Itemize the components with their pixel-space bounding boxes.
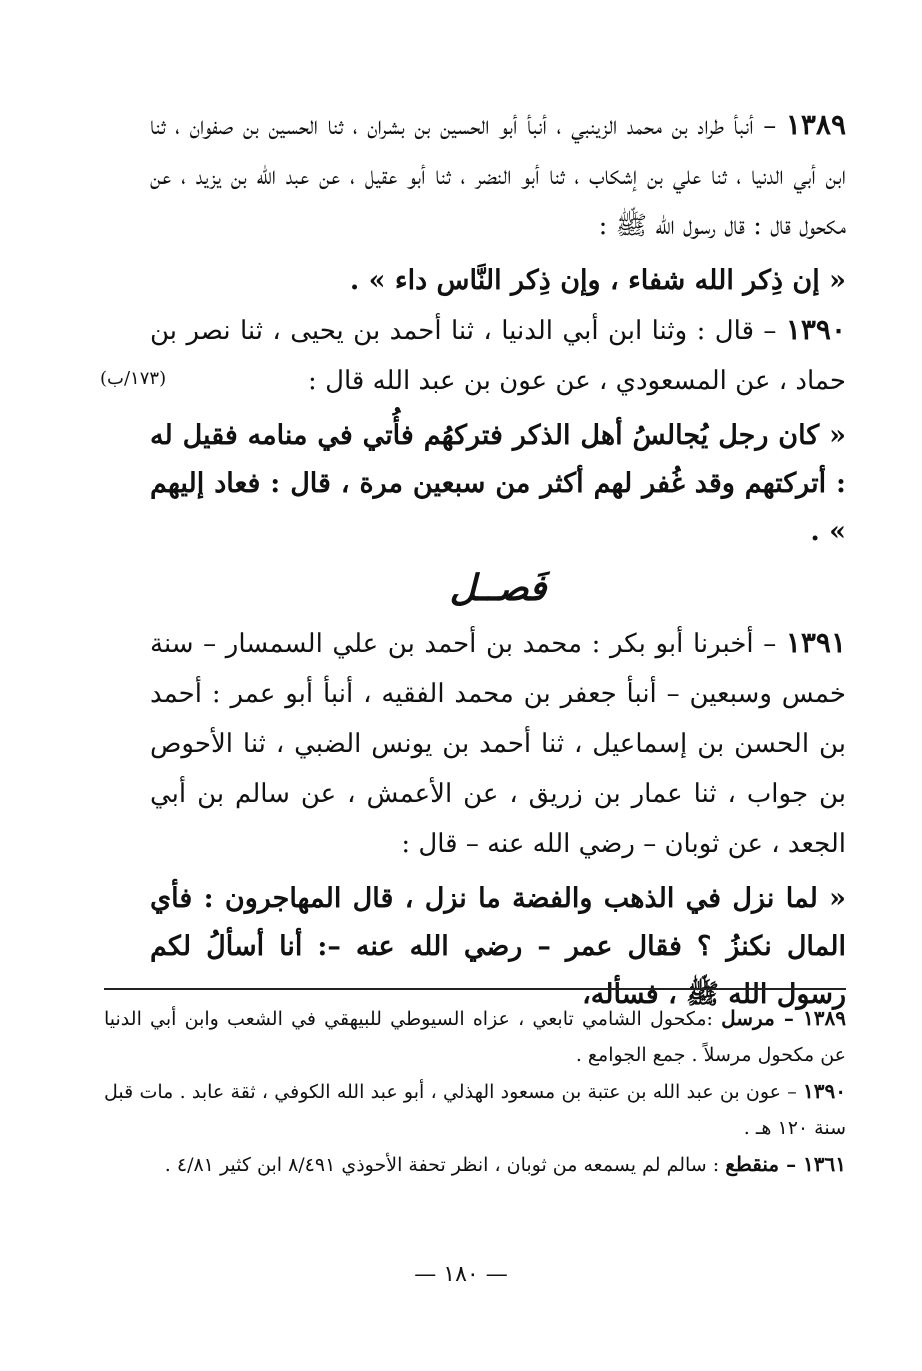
footnote-grade: – مرسل [721, 1006, 804, 1030]
footnote-text: – عون بن عبد الله بن عتبة بن مسعود الهذلي ، أبو عبد الله الكوفي ، ثقة عابد . مات قبل سنة ١٢٠ هـ . [104, 1081, 846, 1139]
footnote [104, 1146, 846, 1183]
hadith-matn: « لما نزل في الذهب والفضة ما نزل ، قال المهاجرون : فأي المال نكنزُ ؟ فقال عمر – رضي الله عنه –: أنا أسألُ لكم رسول الله ﷺ ، فسأله، [150, 883, 846, 1010]
main-text [150, 100, 846, 1019]
hadith-isnad: – أخبرنا أبو بكر : محمد بن أحمد بن علي السمسار – سنة خمس وسبعين – أنبأ جعفر بن محمد الفقيه ، أنبأ أبو عمر : أحمد بن الحسن بن إسماعيل ، ثنا أحمد بن يونس الضبي ، ثنا الأحوص بن جواب ، ثنا عمار بن زريق ، عن الأعمش ، عن سالم بن أبي الجعد ، عن ثوبان – رضي الله عنه – قال : [150, 629, 846, 859]
hadith-matn: « كان رجل يُجالسُ أهل الذكر فتركهُم فأُتي في منامه فقيل له : أتركتهم وقد غُفر لهم أكثر من سبعين مرة ، قال : فعاد إليهم » . [150, 420, 846, 547]
hadith-matn: « إن ذِكر الله شفاء ، وإن ذِكر النَّاس داء » . [349, 265, 846, 296]
footnote-text: : سالم لم يسمعه من ثوبان ، انظر تحفة الأحوذي ٨/٤٩١ ابن كثير ٤/٨١ . [164, 1154, 726, 1176]
footnote-number: ١٣٦١ [803, 1152, 846, 1176]
footnote-grade: – منقطع [725, 1152, 804, 1176]
hadith-1391 [150, 618, 846, 869]
footnote-text: :مكحول الشامي تابعي ، عزاه السيوطي للبيهقي في الشعب وابن أبي الدنيا عن مكحول مرسلاً . جمع الجوامع . [104, 1008, 846, 1066]
hadith-1389 [150, 100, 846, 251]
hadith-number: ١٣٩١ [785, 626, 846, 659]
footnote [104, 1073, 846, 1146]
hadith-isnad: – أنبأ طراد بن محمد الزينبي ، أنبأ أبو الحسين بن بشران ، ثنا الحسين بن صفوان ، ثنا ابن أبي الدنيا ، ثنا علي بن إشكاب ، ثنا أبو النضر ، ثنا أبو عقيل ، عن عبد الله بن يزيد ، عن مكحول قال : قال رسول الله ﷺ : [150, 111, 846, 241]
hadith-number: ١٣٨٩ [785, 108, 846, 141]
footnote-number: ١٣٩٠ [803, 1079, 846, 1103]
footnotes [104, 988, 846, 1183]
page-number: — ١٨٠ — [414, 1262, 508, 1287]
hadith-number: ١٣٩٠ [785, 313, 846, 346]
hadith-isnad: – قال : وثنا ابن أبي الدنيا ، ثنا أحمد بن يحيى ، ثنا نصر بن حماد ، عن المسعودي ، عن عون بن عبد الله قال : [150, 316, 846, 396]
footnote [104, 1000, 846, 1073]
section-heading: فَصــل [449, 567, 547, 609]
footnote-number: ١٣٨٩ [803, 1006, 846, 1030]
hadith-1390 [150, 305, 846, 406]
manuscript-folio-ref: (١٧٣/ب) [100, 368, 167, 389]
